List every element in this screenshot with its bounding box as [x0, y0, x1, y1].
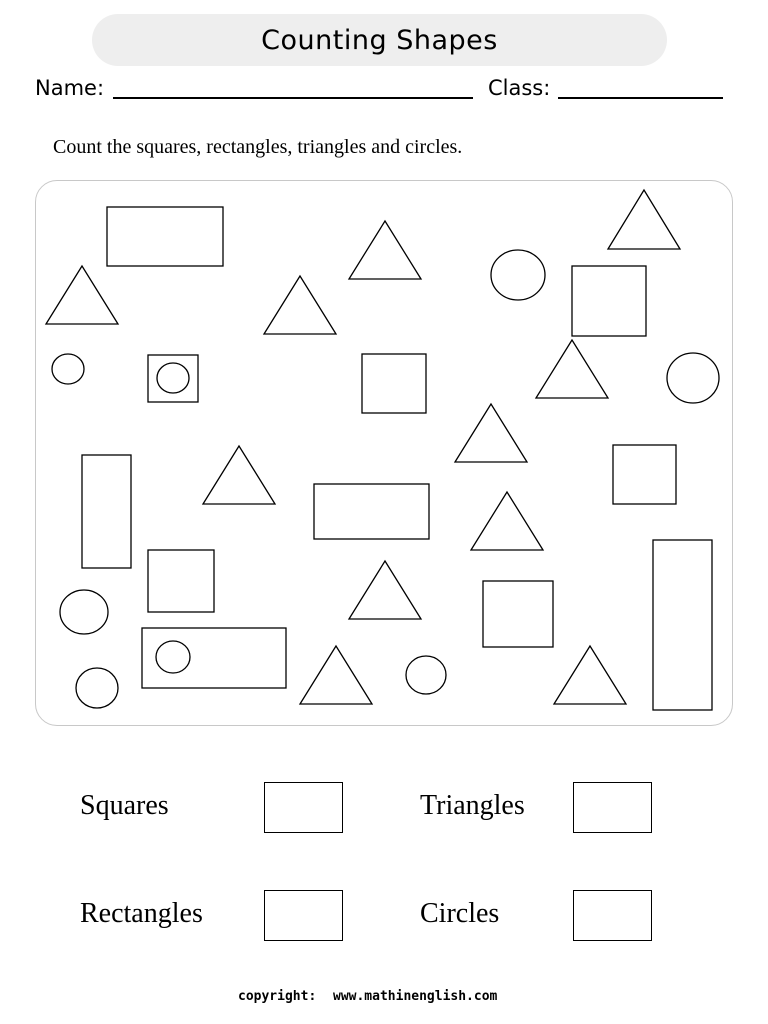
rectangle-shape	[82, 455, 131, 568]
website-text: www.mathinenglish.com	[333, 989, 498, 1004]
triangle-shape	[264, 276, 336, 334]
circles-answer-box[interactable]	[573, 890, 652, 941]
triangle-shape	[349, 561, 421, 619]
rectangle-shape	[107, 207, 223, 266]
rectangle-shape	[314, 484, 429, 539]
circle-shape	[52, 354, 84, 384]
rectangles-label: Rectangles	[80, 898, 203, 929]
page-title: Counting Shapes	[261, 24, 498, 56]
rectangle-shape	[653, 540, 712, 710]
square-shape	[362, 354, 426, 413]
square-shape	[148, 550, 214, 612]
rectangle-shape	[142, 628, 286, 688]
squares-answer-box[interactable]	[264, 782, 343, 833]
triangle-shape	[554, 646, 626, 704]
copyright-label: copyright:	[238, 989, 317, 1004]
triangle-shape	[455, 404, 527, 462]
name-label: Name:	[35, 76, 105, 100]
square-shape	[572, 266, 646, 336]
square-shape	[613, 445, 676, 504]
circle-shape	[60, 590, 108, 634]
triangle-shape	[536, 340, 608, 398]
squares-label: Squares	[80, 790, 169, 821]
rectangles-answer-box[interactable]	[264, 890, 343, 941]
triangle-shape	[203, 446, 275, 504]
triangle-shape	[46, 266, 118, 324]
triangle-shape	[300, 646, 372, 704]
triangle-shape	[349, 221, 421, 279]
square-shape	[483, 581, 553, 647]
triangle-shape	[471, 492, 543, 550]
square-shape	[148, 355, 198, 402]
circle-shape	[406, 656, 446, 694]
class-label: Class:	[488, 76, 551, 100]
circle-shape	[76, 668, 118, 708]
circle-shape	[491, 250, 545, 300]
triangle-shape	[608, 190, 680, 249]
circle-shape	[156, 641, 190, 673]
circles-label: Circles	[420, 898, 500, 929]
circle-shape	[157, 363, 189, 393]
instruction-text: Count the squares, rectangles, triangles and circles.	[53, 136, 463, 158]
circle-shape	[667, 353, 719, 403]
triangles-label: Triangles	[420, 790, 525, 821]
triangles-answer-box[interactable]	[573, 782, 652, 833]
